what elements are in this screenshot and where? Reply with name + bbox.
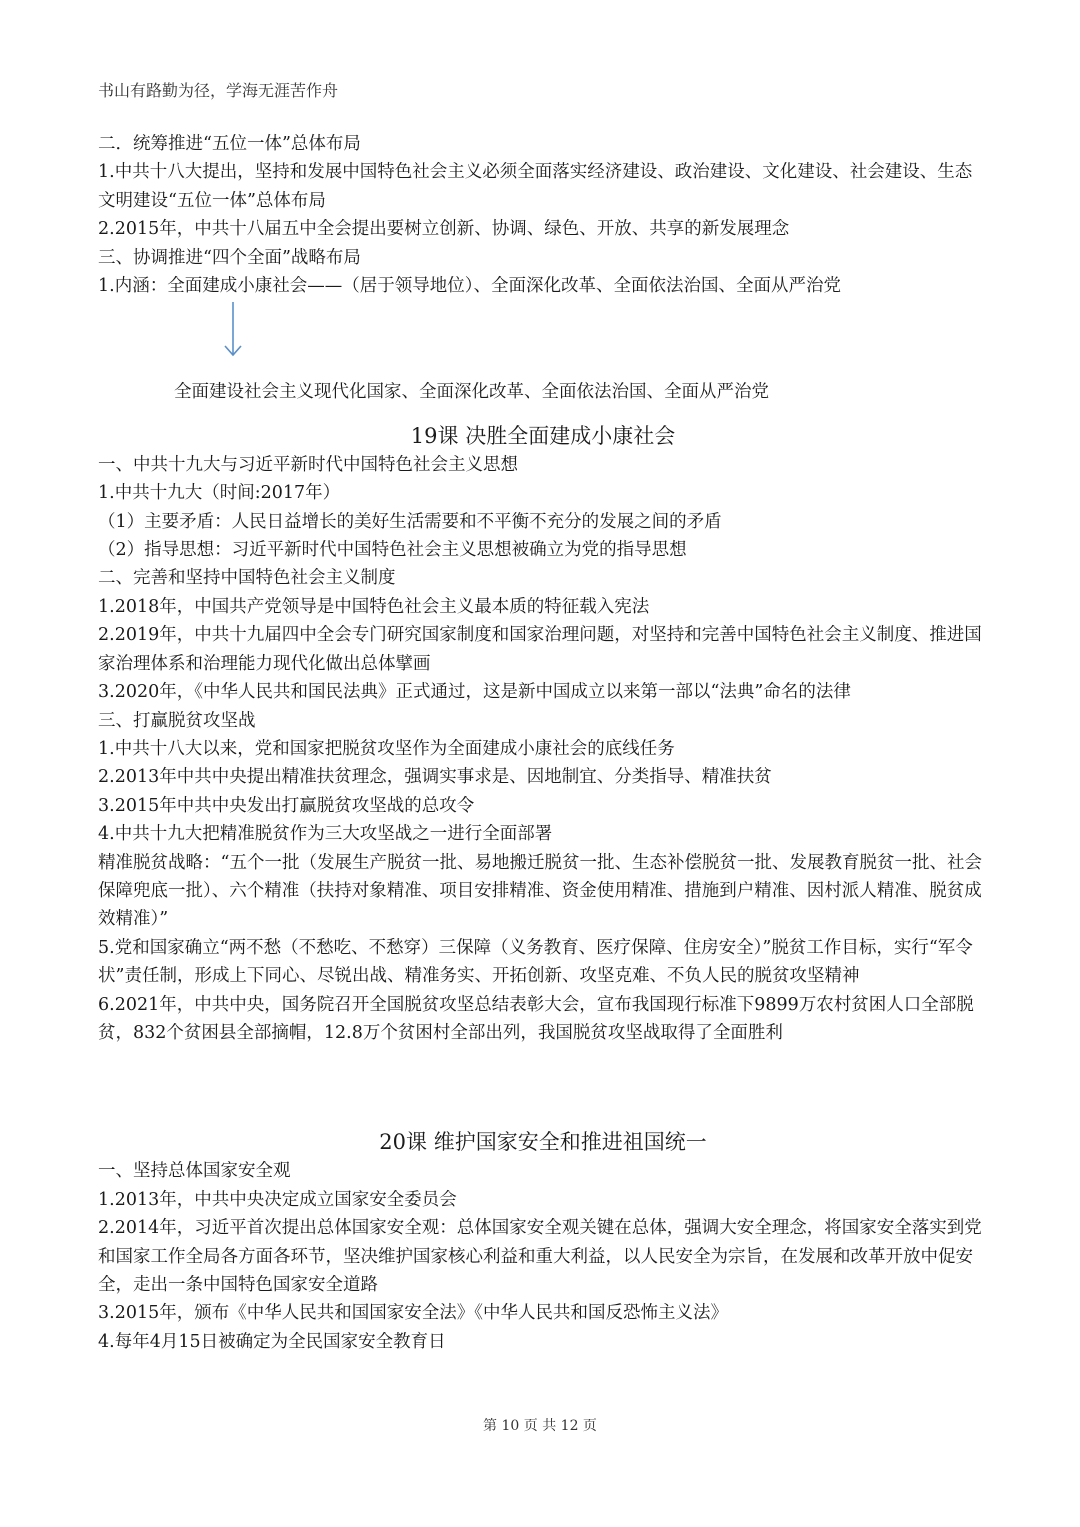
text-line: 2.2013年中共中央提出精准扶贫理念，强调实事求是、因地制宜、分类指导、精准扶贫 — [98, 767, 772, 788]
lesson-20-title: 20课 维护国家安全和推进祖国统一 — [379, 1130, 707, 1155]
lesson-19-body — [98, 451, 988, 1048]
arrow-target-text: 全面建设社会主义现代化国家、全面深化改革、全面依法治国、全面从严治党 — [174, 382, 769, 403]
text-line: 2.2019年，中共十九届四中全会专门研究国家制度和国家治理问题，对坚持和完善中国特色社会主义制度、推进国家治理体系和治理能力现代化做出总体擘画 — [98, 625, 982, 674]
section-five-in-one — [98, 130, 988, 300]
page-number-footer: 第 10 页 共 12 页 — [483, 1418, 597, 1434]
page-content — [98, 130, 988, 1356]
text-line: 1.2018年，中国共产党领导是中国特色社会主义最本质的特征载入宪法 — [98, 596, 650, 617]
lesson-19-title: 19课 决胜全面建成小康社会 — [410, 423, 676, 448]
text-line: 3.2020年，《中华人民共和国民法典》正式通过，这是新中国成立以来第一部以“法典”命名的法律 — [98, 682, 851, 703]
spacer — [98, 1047, 988, 1113]
text-line: （2）指导思想：习近平新时代中国特色社会主义思想被确立为党的指导思想 — [98, 540, 687, 561]
text-line: 4.中共十九大把精准脱贫作为三大攻坚战之一进行全面部署 — [98, 824, 553, 845]
text-line: 6.2021年，中共中央，国务院召开全国脱贫攻坚总结表彰大会，宣布我国现行标准下9899万农村贫困人口全部脱贫，832个贫困县全部摘帽，12.8万个贫困村全部出列，我国脱贫攻坚战取得了全面胜利 — [98, 994, 974, 1043]
text-line: 1.中共十八大提出，坚持和发展中国特色社会主义必须全面落实经济建设、政治建设、文化建设、社会建设、生态文明建设“五位一体”总体布局 — [98, 162, 973, 211]
lesson-20-body — [98, 1157, 988, 1356]
text-line: 1.中共十九大（时间:2017年） — [98, 483, 341, 504]
page-header-motto: 书山有路勤为径，学海无涯苦作舟 — [98, 81, 339, 100]
text-line: 一、坚持总体国家安全观 — [98, 1161, 291, 1182]
text-line: 二．统筹推进“五位一体”总体布局 — [98, 134, 361, 154]
down-arrow-icon — [218, 302, 248, 360]
text-line: 1.中共十八大以来，党和国家把脱贫攻坚作为全面建成小康社会的底线任务 — [98, 738, 675, 759]
text-line: 2.2015年，中共十八届五中全会提出要树立创新、协调、绿色、开放、共享的新发展理念 — [98, 219, 790, 240]
text-line: 3.2015年中共中央发出打赢脱贫攻坚战的总攻令 — [98, 795, 475, 816]
text-line: 精准脱贫战略：“五个一批（发展生产脱贫一批、易地搬迁脱贫一批、生态补偿脱贫一批、发展教育脱贫一批、社会保障兜底一批）、六个精准（扶持对象精准、项目安排精准、资金使用精准、措施到户精准、因村派人精准、脱贫成效精准）” — [98, 852, 982, 930]
text-line: 4.每年4月15日被确定为全民国家安全教育日 — [98, 1331, 446, 1352]
text-line: 三、打赢脱贫攻坚战 — [98, 710, 256, 731]
arrow-block — [98, 300, 988, 378]
text-line: 三、协调推进“四个全面”战略布局 — [98, 247, 361, 268]
text-line: 一、中共十九大与习近平新时代中国特色社会主义思想 — [98, 454, 518, 475]
text-line: 1.2013年，中共中央决定成立国家安全委员会 — [98, 1189, 457, 1210]
text-line: 3.2015年，颁布《中华人民共和国国家安全法》《中华人民共和国反恐怖主义法》 — [98, 1303, 728, 1324]
text-line: 二、完善和坚持中国特色社会主义制度 — [98, 568, 396, 589]
text-line: （1）主要矛盾：人民日益增长的美好生活需要和不平衡不充分的发展之间的矛盾 — [98, 511, 722, 532]
text-line: 5.党和国家确立“两不愁（不愁吃、不愁穿）三保障（义务教育、医疗保障、住房安全）”脱贫工作目标，实行“军令状”责任制，形成上下同心、尽锐出战、精准务实、开拓创新、攻坚克难、不负人民的脱贫攻坚精神 — [98, 937, 973, 987]
text-line: 1.内涵：全面建成小康社会——（居于领导地位）、全面深化改革、全面依法治国、全面从严治党 — [98, 276, 841, 297]
text-line: 2.2014年，习近平首次提出总体国家安全观：总体国家安全观关键在总体，强调大安全理念，将国家安全落实到党和国家工作全局各方面各环节，坚决维护国家核心利益和重大利益，以人民安全为宗旨，在发展和改革开放中促安全，走出一条中国特色国家安全道路 — [98, 1218, 982, 1295]
